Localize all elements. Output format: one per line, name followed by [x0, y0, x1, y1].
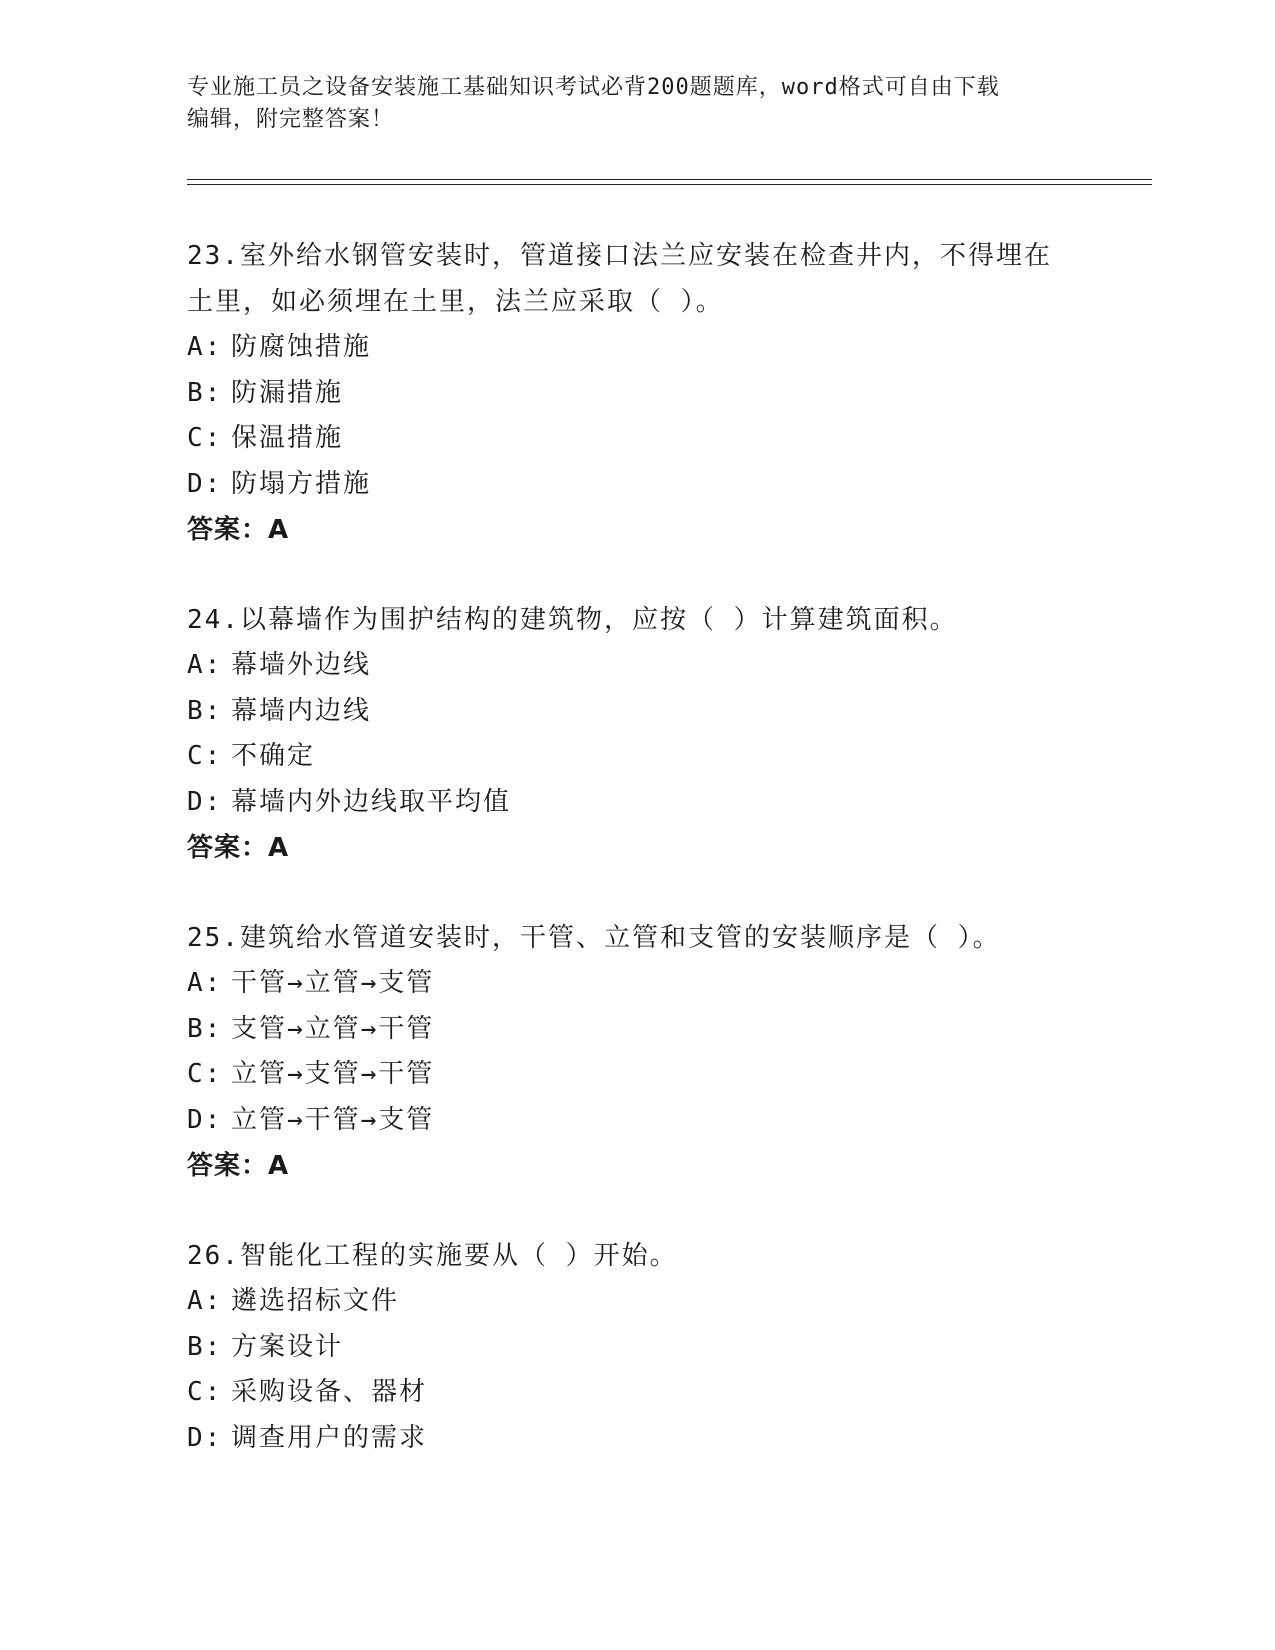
option-b	[187, 1007, 1087, 1053]
option-text: 不确定	[231, 741, 316, 771]
header-divider-bottom	[187, 184, 1152, 185]
question-spacer	[187, 1189, 1087, 1233]
question-list	[187, 233, 1087, 1461]
option-a	[187, 961, 1087, 1007]
option-a	[187, 1279, 1087, 1325]
option-text: 防塌方措施	[231, 468, 372, 499]
option-letter: C:	[187, 423, 223, 453]
question-spacer	[187, 871, 1087, 915]
option-text: 立管→干管→支管	[231, 1104, 435, 1135]
option-letter: A:	[187, 332, 223, 362]
option-letter: C:	[187, 1059, 223, 1089]
option-a	[187, 643, 1087, 689]
option-d	[187, 462, 1087, 508]
option-letter: D:	[187, 1422, 223, 1453]
option-b	[187, 1325, 1087, 1371]
document-header	[187, 72, 1087, 136]
option-text: 方案设计	[231, 1331, 344, 1362]
option-letter: A:	[187, 1286, 223, 1316]
option-text: 幕墙内外边线取平均值	[231, 786, 512, 817]
header-line-2: 编辑，附完整答案！	[187, 107, 395, 132]
option-letter: B:	[187, 1331, 223, 1362]
question-25	[187, 915, 1087, 1189]
option-letter: B:	[187, 377, 223, 408]
option-text: 支管→立管→干管	[231, 1013, 435, 1044]
option-text: 防腐蚀措施	[231, 332, 372, 362]
option-d	[187, 1098, 1087, 1144]
header-divider-top	[187, 179, 1152, 180]
option-text: 幕墙内边线	[231, 695, 372, 726]
option-text: 幕墙外边线	[231, 650, 372, 680]
option-letter: B:	[187, 1013, 223, 1044]
question-text-line-1: 23.室外给水钢管安装时，管道接口法兰应安装在检查井内，不得埋在	[187, 241, 1052, 271]
question-text-line-1: 24.以幕墙作为围护结构的建筑物，应按（ ）计算建筑面积。	[187, 605, 958, 635]
option-c	[187, 416, 1087, 462]
header-line-1: 专业施工员之设备安装施工基础知识考试必背200题题库，word格式可自由下载	[187, 75, 1000, 100]
option-text: 遴选招标文件	[231, 1286, 400, 1316]
option-c	[187, 734, 1087, 780]
option-text: 干管→立管→支管	[231, 968, 435, 998]
option-letter: D:	[187, 786, 223, 817]
question-26	[187, 1233, 1087, 1461]
option-letter: C:	[187, 1377, 223, 1407]
option-text: 保温措施	[231, 423, 344, 453]
option-d	[187, 1416, 1087, 1462]
question-spacer	[187, 553, 1087, 597]
option-letter: D:	[187, 1104, 223, 1135]
option-text: 采购设备、器材	[231, 1377, 428, 1407]
option-b	[187, 689, 1087, 735]
question-text-line-2: 土里，如必须埋在土里，法兰应采取（ ）。	[187, 287, 724, 317]
answer: 答案：A	[187, 833, 290, 863]
option-text: 调查用户的需求	[231, 1422, 428, 1453]
option-letter: D:	[187, 468, 223, 499]
answer: 答案：A	[187, 515, 290, 545]
option-letter: A:	[187, 968, 223, 998]
option-c	[187, 1370, 1087, 1416]
option-b	[187, 371, 1087, 417]
option-text: 立管→支管→干管	[231, 1059, 435, 1089]
answer: 答案：A	[187, 1151, 290, 1181]
option-letter: B:	[187, 695, 223, 726]
question-text-line-1: 26.智能化工程的实施要从（ ）开始。	[187, 1241, 678, 1271]
question-text-line-1: 25.建筑给水管道安装时，干管、立管和支管的安装顺序是（ ）。	[187, 923, 1001, 953]
option-d	[187, 780, 1087, 826]
option-letter: A:	[187, 650, 223, 680]
option-letter: C:	[187, 741, 223, 771]
option-text: 防漏措施	[231, 377, 344, 408]
question-24	[187, 597, 1087, 871]
question-23	[187, 233, 1087, 553]
option-a	[187, 325, 1087, 371]
option-c	[187, 1052, 1087, 1098]
